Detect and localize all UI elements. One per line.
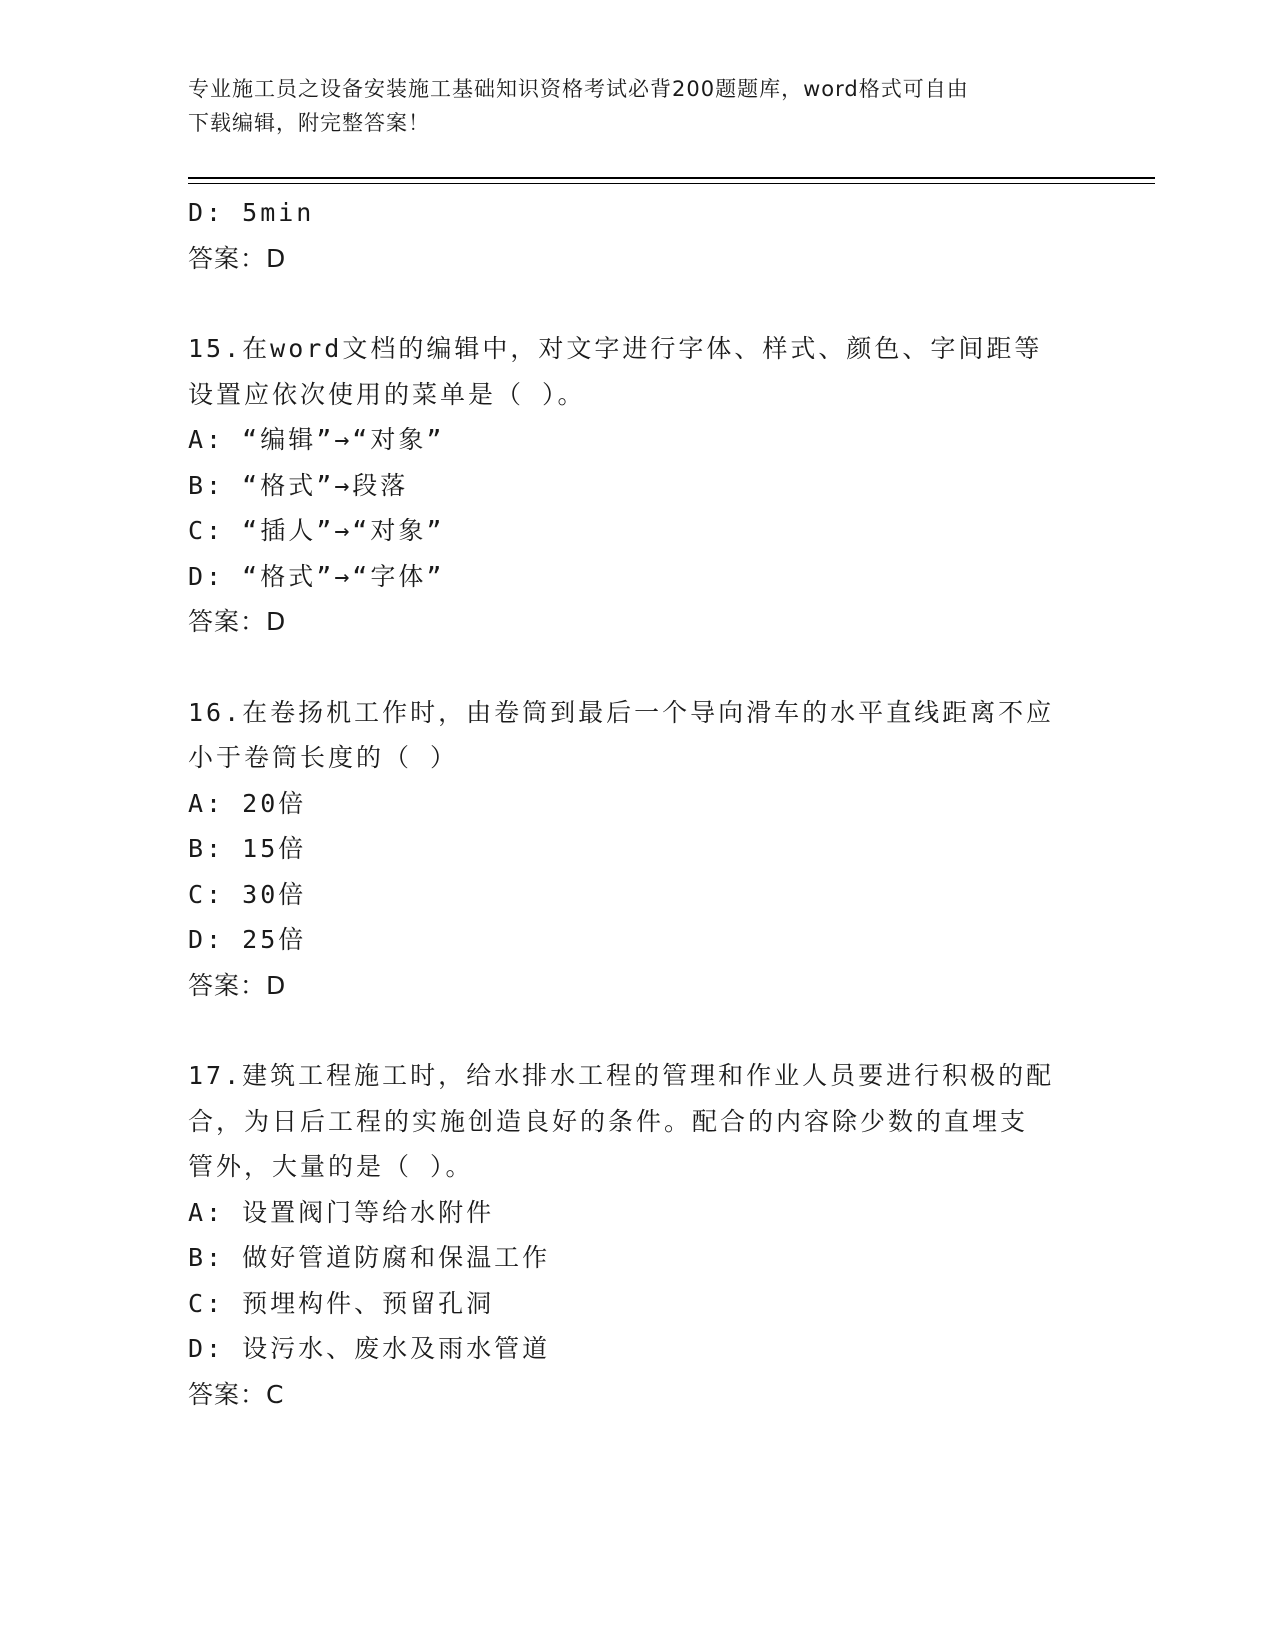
- question-stem: 合，为日后工程的实施创造良好的条件。配合的内容除少数的直埋支: [188, 1106, 1029, 1136]
- option-c: C: 预埋构件、预留孔洞: [188, 1288, 495, 1318]
- option-b: B: “格式”→段落: [188, 470, 409, 500]
- question-block-15: [188, 326, 1088, 645]
- option-d: D: 设污水、废水及雨水管道: [188, 1334, 551, 1363]
- question-stem: 15.在word文档的编辑中，对文字进行字体、样式、颜色、字间距等: [188, 334, 1043, 363]
- question-stem: 16.在卷扬机工作时，由卷筒到最后一个导向滑车的水平直线距离不应: [188, 697, 1055, 727]
- option-c: C: 30倍: [188, 879, 307, 909]
- option-d: D: “格式”→“字体”: [188, 561, 445, 591]
- spacer: [188, 281, 1088, 326]
- question-stem: 设置应依次使用的菜单是（ ）。: [188, 379, 586, 409]
- question-block-16: [188, 690, 1088, 1009]
- question-content: [188, 190, 1088, 1417]
- document-header: [188, 72, 1068, 140]
- header-divider-thin: [188, 183, 1155, 184]
- answer-line: 答案：D: [188, 970, 287, 1000]
- answer-line: 答案：D: [188, 243, 287, 273]
- question-block-prev: [188, 190, 1088, 281]
- option-b: B: 15倍: [188, 834, 307, 863]
- option-a: A: 设置阀门等给水附件: [188, 1197, 495, 1227]
- option-a: A: “编辑”→“对象”: [188, 425, 445, 454]
- question-stem: 小于卷筒长度的（ ）: [188, 743, 459, 772]
- spacer: [188, 1008, 1088, 1053]
- option-a: A: 20倍: [188, 788, 307, 818]
- header-divider-thick: [188, 177, 1155, 179]
- header-title-line1: 专业施工员之设备安装施工基础知识资格考试必背200题题库，word格式可自由: [188, 77, 969, 101]
- spacer: [188, 645, 1088, 690]
- option-d: D: 5min: [188, 198, 315, 227]
- question-stem: 17.建筑工程施工时，给水排水工程的管理和作业人员要进行积极的配: [188, 1061, 1055, 1090]
- answer-line: 答案：C: [188, 1379, 285, 1409]
- option-b: B: 做好管道防腐和保温工作: [188, 1243, 551, 1272]
- answer-line: 答案：D: [188, 607, 287, 636]
- option-d: D: 25倍: [188, 925, 307, 954]
- question-stem: 管外，大量的是（ ）。: [188, 1152, 474, 1181]
- option-c: C: “插人”→“对象”: [188, 516, 445, 545]
- question-block-17: [188, 1053, 1088, 1417]
- header-title-line2: 下载编辑，附完整答案！: [188, 111, 430, 135]
